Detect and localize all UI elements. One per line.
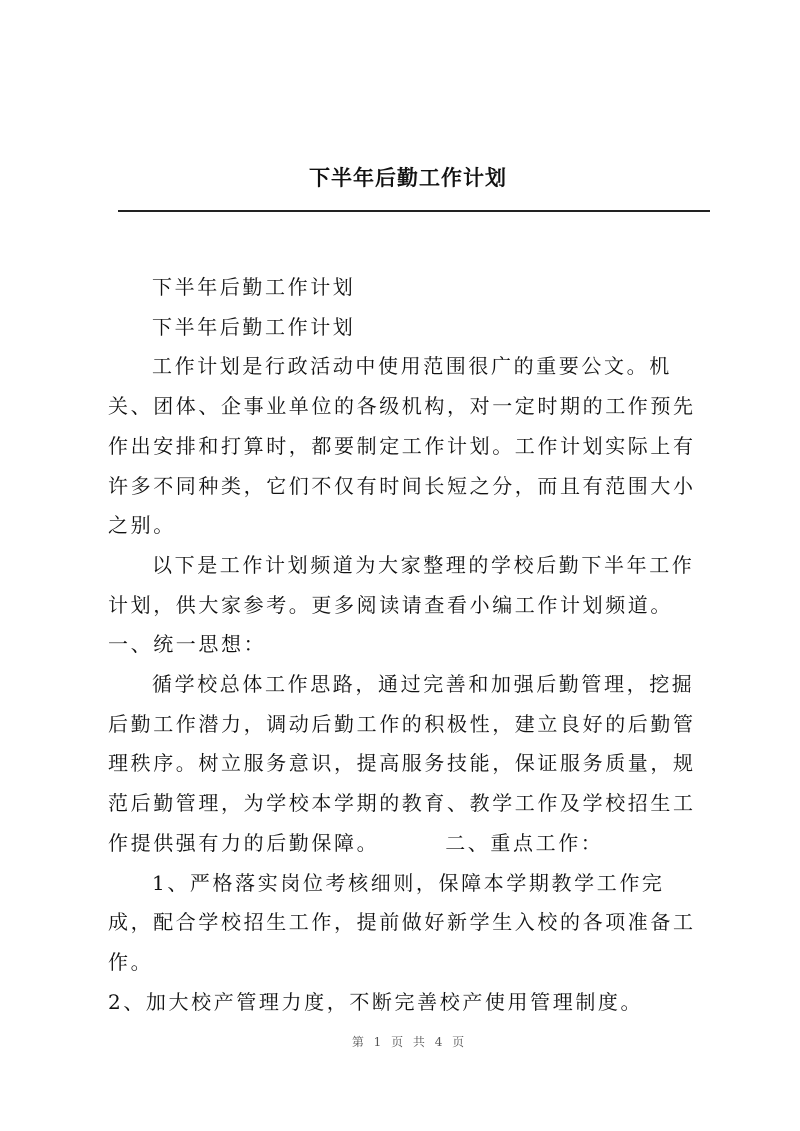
section-heading-unify: 一、统一思想： xyxy=(108,632,267,657)
paragraph-heading-2: 下半年后勤工作计划 xyxy=(152,314,356,339)
unify-content-text: 循学校总体工作思路，通过完善和加强后勤管理，挖掘后勤工作潜力，调动后勤工作的积极性，建立良好的后勤管理秩序。树立服务意识，提高服务技能，保证服务质量，规范后勤管理，为学校本学期的教育、教学工作及学校招生工作提供强有力的后勤保障。 xyxy=(108,672,696,855)
page-footer: 第 1 页 共 4 页 xyxy=(351,1035,465,1049)
paragraph-heading-1: 下半年后勤工作计划 xyxy=(152,275,356,299)
paragraph-intro: 工作计划是行政活动中使用范围很广的重要公文。机关、团体、企事业单位的各级机构，对一定时期的工作预先作出安排和打算时，都要制定工作计划。工作计划实际上有许多不同种类，它们不仅有时间长短之分，而且有范围大小之别。 xyxy=(108,354,696,538)
section-heading-key-work: 二、重点工作： xyxy=(445,830,604,855)
document-body xyxy=(108,268,708,1022)
document-title: 下半年后勤工作计划 xyxy=(309,165,507,190)
paragraph-unify-content xyxy=(108,665,708,864)
paragraph-preface: 以下是工作计划频道为大家整理的学校后勤下半年工作计划，供大家参考。更多阅读请查看小编工作计划频道。 xyxy=(108,552,695,617)
title-underline xyxy=(118,210,710,212)
paragraph-item-2: 2、加大校产管理力度，不断完善校产使用管理制度。 xyxy=(108,989,644,1014)
paragraph-item-1: 1、严格落实岗位考核细则，保障本学期教学工作完成，配合学校招生工作，提前做好新学生入校的各项准备工作。 xyxy=(108,870,696,974)
